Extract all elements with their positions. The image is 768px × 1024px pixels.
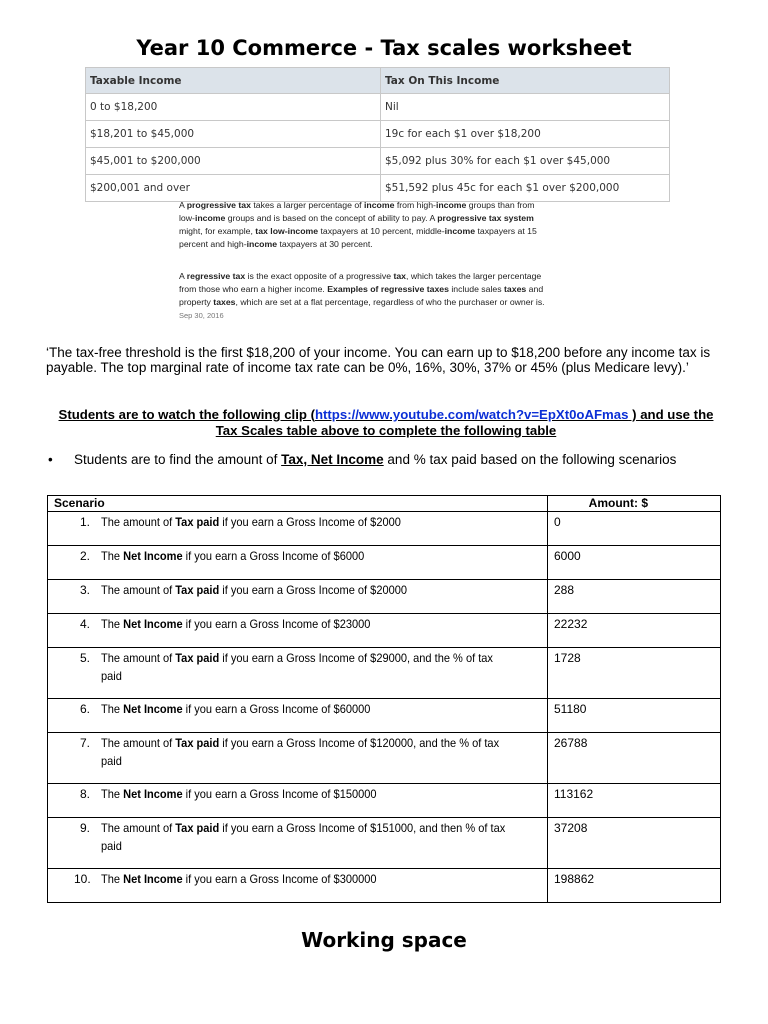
amount-cell[interactable]: 51180 xyxy=(548,699,721,733)
table-row xyxy=(48,648,721,699)
working-space-heading: Working space xyxy=(301,928,467,952)
scenario-cell: 7. The amount of Tax paid if you earn a Gross Income of $120000, and the % of tax paid xyxy=(48,733,548,784)
tax-scales-row xyxy=(86,148,670,175)
amount-cell[interactable]: 0 xyxy=(548,512,721,546)
scenario-cell: 6. The Net Income if you earn a Gross Income of $60000 xyxy=(48,699,548,733)
tax-scales-table xyxy=(85,67,670,202)
amount-cell[interactable]: 22232 xyxy=(548,614,721,648)
page-title: Year 10 Commerce - Tax scales worksheet xyxy=(136,36,632,60)
amount-cell[interactable]: 288 xyxy=(548,580,721,614)
amount-cell[interactable]: 6000 xyxy=(548,546,721,580)
scenario-cell: 10. The Net Income if you earn a Gross Income of $300000 xyxy=(48,869,548,903)
scenario-cell: 5. The amount of Tax paid if you earn a Gross Income of $29000, and the % of tax paid xyxy=(48,648,548,699)
tax-scales-row xyxy=(86,94,670,121)
scenario-table xyxy=(47,495,721,903)
youtube-link[interactable]: https://www.youtube.com/watch?v=EpXt0oAFmas xyxy=(314,407,629,422)
income-bracket: $45,001 to $200,000 xyxy=(86,148,381,175)
amount-cell[interactable]: 1728 xyxy=(548,648,721,699)
scenario-cell: 1. The amount of Tax paid if you earn a Gross Income of $2000 xyxy=(48,512,548,546)
tax-scales-header-row xyxy=(86,68,670,94)
regressive-tax-definition: A regressive tax is the exact opposite of a progressive tax, which takes the larger percentage from those who earn a higher income. Examples of regressive taxes include sales taxes and property taxes, which are set at a flat percentage, regardless of who the purchaser or owner is. Sep 30, 2016 xyxy=(179,271,545,320)
amount-cell[interactable]: 113162 xyxy=(548,784,721,818)
income-bracket: $200,001 and over xyxy=(86,175,381,202)
table-row xyxy=(48,784,721,818)
tax-scales-row xyxy=(86,175,670,202)
scenario-cell: 3. The amount of Tax paid if you earn a Gross Income of $20000 xyxy=(48,580,548,614)
tax-rate: 19c for each $1 over $18,200 xyxy=(381,121,670,148)
table-row xyxy=(48,869,721,903)
table-row xyxy=(48,512,721,546)
table-row xyxy=(48,818,721,869)
scenario-header-row xyxy=(48,496,721,512)
table-row xyxy=(48,546,721,580)
progressive-tax-definition: A progressive tax takes a larger percentage of income from high-income groups than from low-income groups and is based on the concept of ability to pay. A progressive tax system might, for example, tax low-income taxpayers at 10 percent, middle-income taxpayers at 15 percent and high-income taxpayers at 30 percent. xyxy=(179,200,537,249)
table-row xyxy=(48,614,721,648)
amount-cell[interactable]: 26788 xyxy=(548,733,721,784)
header-amount: Amount: $ xyxy=(548,496,721,512)
header-scenario: Scenario xyxy=(48,496,548,512)
scenario-cell: 2. The Net Income if you earn a Gross Income of $6000 xyxy=(48,546,548,580)
tax-threshold-quote: ‘The tax-free threshold is the first $18,200 of your income. You can earn up to $18,200 before any income tax is payable. The top marginal rate of income tax rate can be 0%, 16%, 30%, 37% or 45% (plus Medicare levy).’ xyxy=(46,345,711,375)
scenario-cell: 8. The Net Income if you earn a Gross Income of $150000 xyxy=(48,784,548,818)
table-row xyxy=(48,733,721,784)
instruction-text: Students are to watch the following clip (https://www.youtube.com/watch?v=EpXt0oAFmas ) and use the Tax Scales table above to complete the following table xyxy=(58,407,714,438)
tax-rate: $51,592 plus 45c for each $1 over $200,000 xyxy=(381,175,670,202)
bullet-icon: • xyxy=(48,452,53,467)
table-row xyxy=(48,580,721,614)
header-taxable-income: Taxable Income xyxy=(86,68,381,94)
scenario-cell: 4. The Net Income if you earn a Gross Income of $23000 xyxy=(48,614,548,648)
table-row xyxy=(48,699,721,733)
amount-cell[interactable]: 37208 xyxy=(548,818,721,869)
income-bracket: $18,201 to $45,000 xyxy=(86,121,381,148)
tax-scales-row xyxy=(86,121,670,148)
amount-cell[interactable]: 198862 xyxy=(548,869,721,903)
scenario-cell: 9. The amount of Tax paid if you earn a Gross Income of $151000, and then % of tax paid xyxy=(48,818,548,869)
header-tax-on-income: Tax On This Income xyxy=(381,68,670,94)
income-bracket: 0 to $18,200 xyxy=(86,94,381,121)
tax-rate: Nil xyxy=(381,94,670,121)
tax-rate: $5,092 plus 30% for each $1 over $45,000 xyxy=(381,148,670,175)
definition-date: Sep 30, 2016 xyxy=(179,311,224,320)
